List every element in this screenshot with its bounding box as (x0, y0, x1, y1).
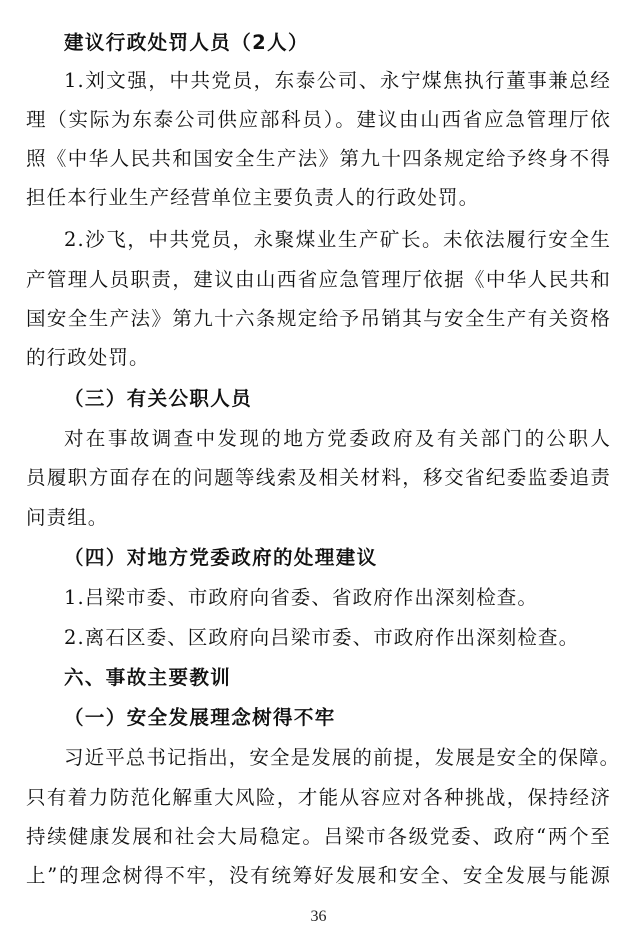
penalty-item1-line4: 担任本行业生产经营单位主要负责人的行政处罚。 (26, 186, 480, 209)
subsection-one-line1: 习近平总书记指出，安全是发展的前提，发展是安全的保障。 (64, 746, 621, 769)
subsection-one-line2: 只有着力防范化解重大风险，才能从容应对各种挑战，保持经济 (26, 786, 611, 809)
penalty-item1-line2: 理（实际为东泰公司供应部科员）。建议由山西省应急管理厅依 (26, 108, 611, 131)
section-four-item1: 1.吕梁市委、市政府向省委、省政府作出深刻检查。 (64, 586, 539, 609)
heading-admin-penalty: 建议行政处罚人员（2人） (64, 31, 309, 54)
subsection-one-line4: 上”的理念树得不牢，没有统筹好发展和安全、安全发展与能源 (26, 864, 611, 887)
section-four-item2: 2.离石区委、区政府向吕梁市委、市政府作出深刻检查。 (64, 626, 580, 649)
subsection-one-line3: 持续健康发展和社会大局稳定。吕梁市各级党委、政府“两个至 (26, 825, 611, 848)
penalty-item2-line2: 产管理人员职责，建议由山西省应急管理厅依据《中华人民共和 (26, 268, 611, 291)
section-three-line2: 员履职方面存在的问题等线索及相关材料，移交省纪委监委追责 (26, 466, 611, 489)
penalty-item1-line3: 照《中华人民共和国安全生产法》第九十四条规定给予终身不得 (26, 147, 611, 170)
heading-section-three: （三）有关公职人员 (64, 387, 253, 410)
penalty-item2-line3: 国安全生产法》第九十六条规定给予吊销其与安全生产有关资格 (26, 307, 611, 330)
heading-section-four: （四）对地方党委政府的处理建议 (64, 546, 378, 569)
penalty-item2-line4: 的行政处罚。 (26, 346, 150, 369)
penalty-item1-line1: 1.刘文强，中共党员，东泰公司、永宁煤焦执行董事兼总经 (64, 69, 611, 92)
section-three-line3: 问责组。 (26, 506, 109, 529)
heading-section-six: 六、事故主要教训 (64, 666, 232, 689)
heading-subsection-one: （一）安全发展理念树得不牢 (64, 706, 336, 729)
penalty-item2-line1: 2.沙飞，中共党员，永聚煤业生产矿长。未依法履行安全生 (64, 228, 611, 251)
section-three-line1: 对在事故调查中发现的地方党委政府及有关部门的公职人 (64, 427, 611, 450)
page-number: 36 (310, 908, 327, 925)
